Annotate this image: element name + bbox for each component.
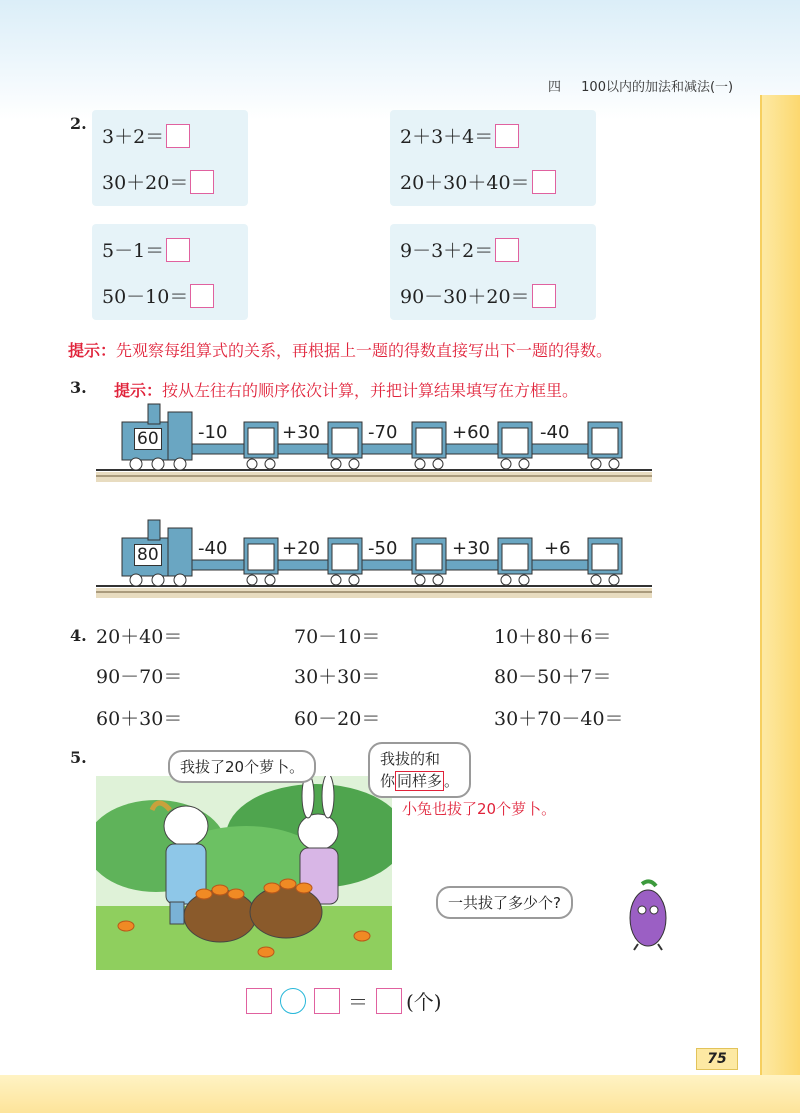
- operator-circle[interactable]: [280, 988, 306, 1014]
- answer-box[interactable]: [495, 238, 519, 262]
- q3-hint: 提示：按从左往右的顺序依次计算，并把计算结果填写在方框里。: [114, 381, 579, 400]
- train-2: [96, 516, 652, 598]
- q4-number: 4.: [70, 626, 87, 645]
- top-band: [0, 0, 800, 120]
- page-number: 75: [696, 1048, 738, 1070]
- q5-number: 5.: [70, 748, 87, 767]
- page-edge-right: [760, 95, 800, 1113]
- q5-note: 小兔也拔了20个萝卜。: [402, 800, 557, 818]
- page-header: [548, 76, 733, 95]
- q2-equation: 90－30＋20＝: [400, 282, 556, 309]
- train-operation: +6: [544, 538, 571, 559]
- q2-equation: 5－1＝: [102, 236, 190, 263]
- train-start-number: 60: [134, 428, 162, 450]
- q4-equation: 20＋40＝: [96, 626, 183, 648]
- q4-equation: 90－70＝: [96, 666, 183, 688]
- train-operation: +20: [282, 538, 320, 559]
- goat-speech-bubble: 我拔了20个萝卜。: [168, 750, 316, 783]
- q4-equation: 60－20＝: [294, 708, 381, 730]
- q2-equation: 2＋3＋4＝: [400, 122, 519, 149]
- q2-equation: 3＋2＝: [102, 122, 190, 149]
- answer-box[interactable]: [314, 988, 340, 1014]
- train-start-number: 80: [134, 544, 162, 566]
- answer-box[interactable]: [495, 124, 519, 148]
- answer-box[interactable]: [166, 238, 190, 262]
- carrot-harvest-illustration: [96, 776, 392, 970]
- answer-box[interactable]: [532, 284, 556, 308]
- q4-equation: 30＋30＝: [294, 666, 381, 688]
- boxed-keyword: 同样多: [397, 772, 443, 790]
- answer-box[interactable]: [166, 124, 190, 148]
- q2-equation: 20＋30＋40＝: [400, 168, 556, 195]
- train-operation: -50: [368, 538, 398, 559]
- chapter-title: 100以内的加法和减法(一): [581, 80, 734, 95]
- train-operation: +60: [452, 422, 490, 443]
- q4-equation: 80－50＋7＝: [494, 666, 612, 688]
- train-operation: -70: [368, 422, 398, 443]
- q2-equation: 50－10＝: [102, 282, 214, 309]
- answer-box[interactable]: [246, 988, 272, 1014]
- page-edge-bottom: [0, 1075, 800, 1113]
- q2-equation: 9－3＋2＝: [400, 236, 519, 263]
- q3-number: 3.: [70, 378, 87, 397]
- train-operation: -40: [198, 538, 228, 559]
- q4-equation: 30＋70－40＝: [494, 708, 624, 730]
- q4-equation: 10＋80＋6＝: [494, 626, 612, 648]
- chapter-number: 四: [548, 80, 562, 95]
- q2-number: 2.: [70, 114, 87, 133]
- eggplant-mascot-icon: [616, 878, 680, 952]
- question-speech-bubble: 一共拔了多少个?: [436, 886, 573, 919]
- answer-box[interactable]: [190, 284, 214, 308]
- train-operation: +30: [452, 538, 490, 559]
- q2-hint: 提示：先观察每组算式的关系，再根据上一题的得数直接写出下一题的得数。: [68, 341, 613, 360]
- answer-box[interactable]: [376, 988, 402, 1014]
- train-1: [96, 400, 652, 482]
- unit-label: (个): [406, 990, 442, 1014]
- answer-row: [246, 986, 442, 1015]
- train-operation: -40: [540, 422, 570, 443]
- train-operation: -10: [198, 422, 228, 443]
- q2-equation: 30＋20＝: [102, 168, 214, 195]
- answer-box[interactable]: [190, 170, 214, 194]
- q4-equation: 70－10＝: [294, 626, 381, 648]
- answer-box[interactable]: [532, 170, 556, 194]
- q4-equation: 60＋30＝: [96, 708, 183, 730]
- equal-sign: ＝: [348, 990, 368, 1014]
- rabbit-speech-bubble: 我拔的和 你 同样多 。: [368, 742, 471, 798]
- train-operation: +30: [282, 422, 320, 443]
